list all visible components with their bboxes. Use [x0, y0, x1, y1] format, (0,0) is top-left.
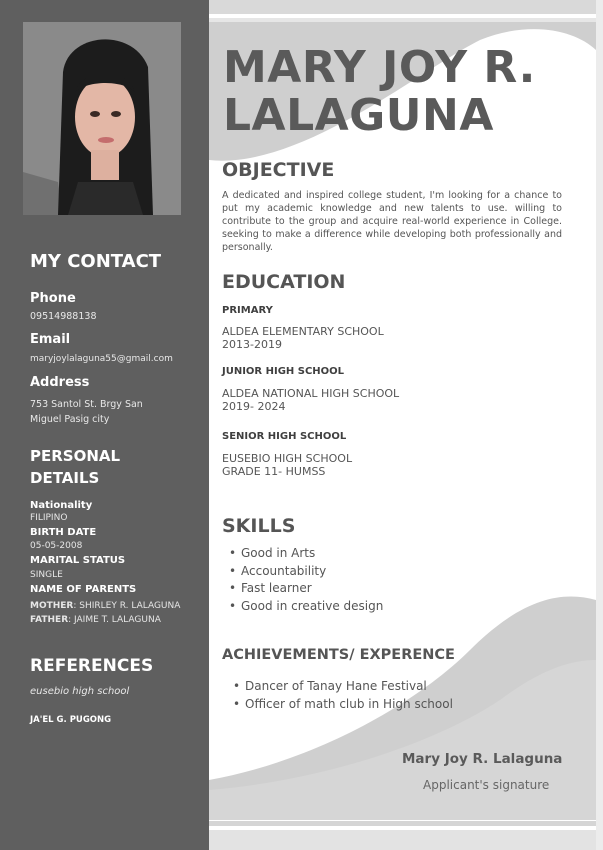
junior-high-school: ALDEA NATIONAL HIGH SCHOOL [222, 387, 400, 400]
bottom-stripe [209, 830, 596, 850]
top-stripe-thin [209, 18, 596, 22]
sidebar [0, 0, 209, 850]
primary-years: 2013-2019 [222, 338, 282, 351]
list-item: • Accountability [229, 563, 383, 581]
birth-date-label: BIRTH DATE [30, 527, 97, 538]
personal-heading-line-2: DETAILS [30, 469, 100, 487]
father-row [30, 615, 161, 625]
junior-high-label: JUNIOR HIGH SCHOOL [222, 366, 345, 377]
parents-label: NAME OF PARENTS [30, 584, 137, 595]
list-item: • Good in creative design [229, 598, 383, 616]
senior-high-label: SENIOR HIGH SCHOOL [222, 431, 347, 442]
personal-heading-line-1: PERSONAL [30, 447, 121, 465]
achievements-heading: ACHIEVEMENTS/ EXPERENCE [222, 647, 455, 663]
name-line-2: LALAGUNA [223, 90, 494, 141]
email-label: Email [30, 332, 71, 347]
father-label: FATHER [30, 615, 69, 625]
address-line-1: 753 Santol St. Brgy San [30, 399, 143, 410]
reference-school: eusebio high school [30, 686, 130, 697]
skills-heading: SKILLS [222, 515, 296, 537]
senior-high-grade: GRADE 11- HUMSS [222, 465, 326, 478]
profile-photo [23, 22, 181, 215]
primary-school: ALDEA ELEMENTARY SCHOOL [222, 325, 384, 338]
list-item: • Officer of math club in High school [233, 696, 453, 714]
signature-label: Applicant's signature [423, 778, 550, 792]
references-heading: REFERENCES [30, 656, 154, 676]
signature-name: Mary Joy R. Lalaguna [402, 751, 563, 767]
name-line-1: MARY JOY R. [223, 42, 536, 93]
address-line-2: Miguel Pasig city [30, 414, 110, 425]
list-item: • Fast learner [229, 580, 383, 598]
primary-label: PRIMARY [222, 305, 273, 316]
list-item: • Good in Arts [229, 545, 383, 563]
phone-label: Phone [30, 291, 76, 306]
marital-status-label: MARITAL STATUS [30, 555, 126, 566]
right-edge [596, 0, 603, 850]
junior-high-years: 2019- 2024 [222, 400, 286, 413]
birth-date-value: 05-05-2008 [30, 541, 83, 551]
objective-text: A dedicated and inspired college student, I'm looking for a chance to put my academic knowledge and new talents to use. willing to contribute to the group and acquire real-world experience in College. seeking to make a difference while developing both professionally and personally. [222, 190, 562, 253]
bottom-stripe-thin [209, 821, 596, 826]
address-label: Address [30, 375, 90, 390]
applicant-name [223, 44, 536, 140]
father-value: : JAIME T. LALAGUNA [68, 615, 161, 625]
reference-person: JA'EL G. PUGONG [30, 715, 112, 725]
mother-row [30, 601, 180, 611]
phone-value[interactable]: 09514988138 [30, 311, 97, 322]
mother-value: : SHIRLEY R. LALAGUNA [73, 601, 181, 611]
education-heading: EDUCATION [222, 271, 346, 293]
profile-photo-illustration [23, 22, 181, 215]
objective-heading: OBJECTIVE [222, 159, 335, 181]
achievements-list [233, 678, 453, 713]
senior-high-school: EUSEBIO HIGH SCHOOL [222, 452, 353, 465]
nationality-value: FILIPINO [30, 513, 68, 523]
mother-label: MOTHER [30, 601, 74, 611]
email-value[interactable]: maryjoylalaguna55@gmail.com [30, 354, 173, 364]
skills-list [229, 545, 383, 615]
list-item: • Dancer of Tanay Hane Festival [233, 678, 453, 696]
nationality-label: Nationality [30, 500, 93, 511]
marital-status-value: SINGLE [30, 570, 63, 580]
top-stripe [209, 0, 596, 14]
contact-heading: MY CONTACT [30, 251, 162, 272]
